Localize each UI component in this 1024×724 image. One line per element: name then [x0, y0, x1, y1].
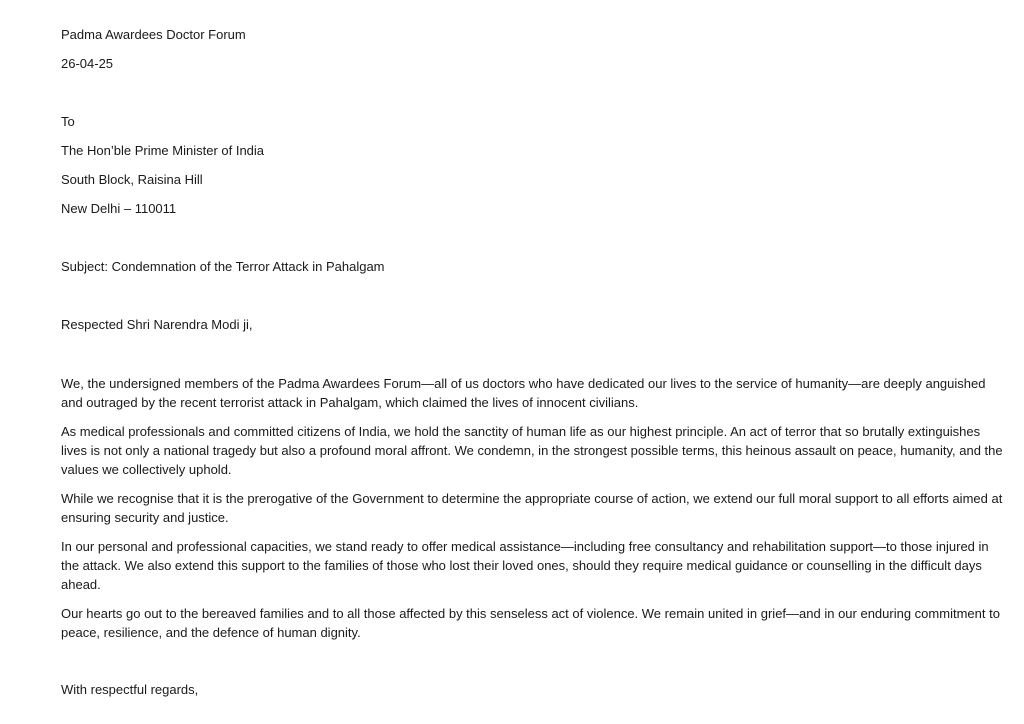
letter-closing: With respectful regards, — [61, 682, 199, 697]
body-paragraph-1: We, the undersigned members of the Padma Awardees Forum—all of us doctors who have dedicated our lives to the service of humanity—are deeply anguished and outraged by the recent terrorist attack in Pahalgam, which claimed the lives of innocent civilians. — [61, 376, 986, 410]
recipient-address-line2: New Delhi – 110011 — [61, 201, 177, 216]
letter-date: 26-04-25 — [61, 56, 114, 71]
body-paragraph-2: As medical professionals and committed citizens of India, we hold the sanctity of human life as our highest principle. An act of terror that so brutally extinguishes lives is not only a national tragedy but also a profound moral affront. We condemn, in the strongest possible terms, this heinous assault on peace, humanity, and the values we collectively uphold. — [61, 424, 1003, 477]
body-paragraph-5: Our hearts go out to the bereaved families and to all those affected by this senseless act of violence. We remain united in grief—and in our enduring commitment to peace, resilience, and the defence of human dignity. — [61, 606, 1000, 640]
letter-subject: Subject: Condemnation of the Terror Attack in Pahalgam — [61, 259, 385, 274]
recipient-name: The Hon’ble Prime Minister of India — [61, 143, 265, 158]
body-paragraph-4: In our personal and professional capacities, we stand ready to offer medical assistance—including free consultancy and rehabilitation support—to those injured in the attack. We also extend this support to the families of those who lost their loved ones, should they require medical guidance or counselling in the difficult days ahead. — [61, 539, 989, 592]
letter-salutation: Respected Shri Narendra Modi ji, — [61, 317, 253, 332]
recipient-address-line1: South Block, Raisina Hill — [61, 172, 203, 187]
body-paragraph-3: While we recognise that it is the prerogative of the Government to determine the appropriate course of action, we extend our full moral support to all efforts aimed at ensuring security and justice. — [61, 491, 1003, 525]
organisation-name: Padma Awardees Doctor Forum — [61, 27, 246, 42]
recipient-to: To — [61, 114, 75, 129]
